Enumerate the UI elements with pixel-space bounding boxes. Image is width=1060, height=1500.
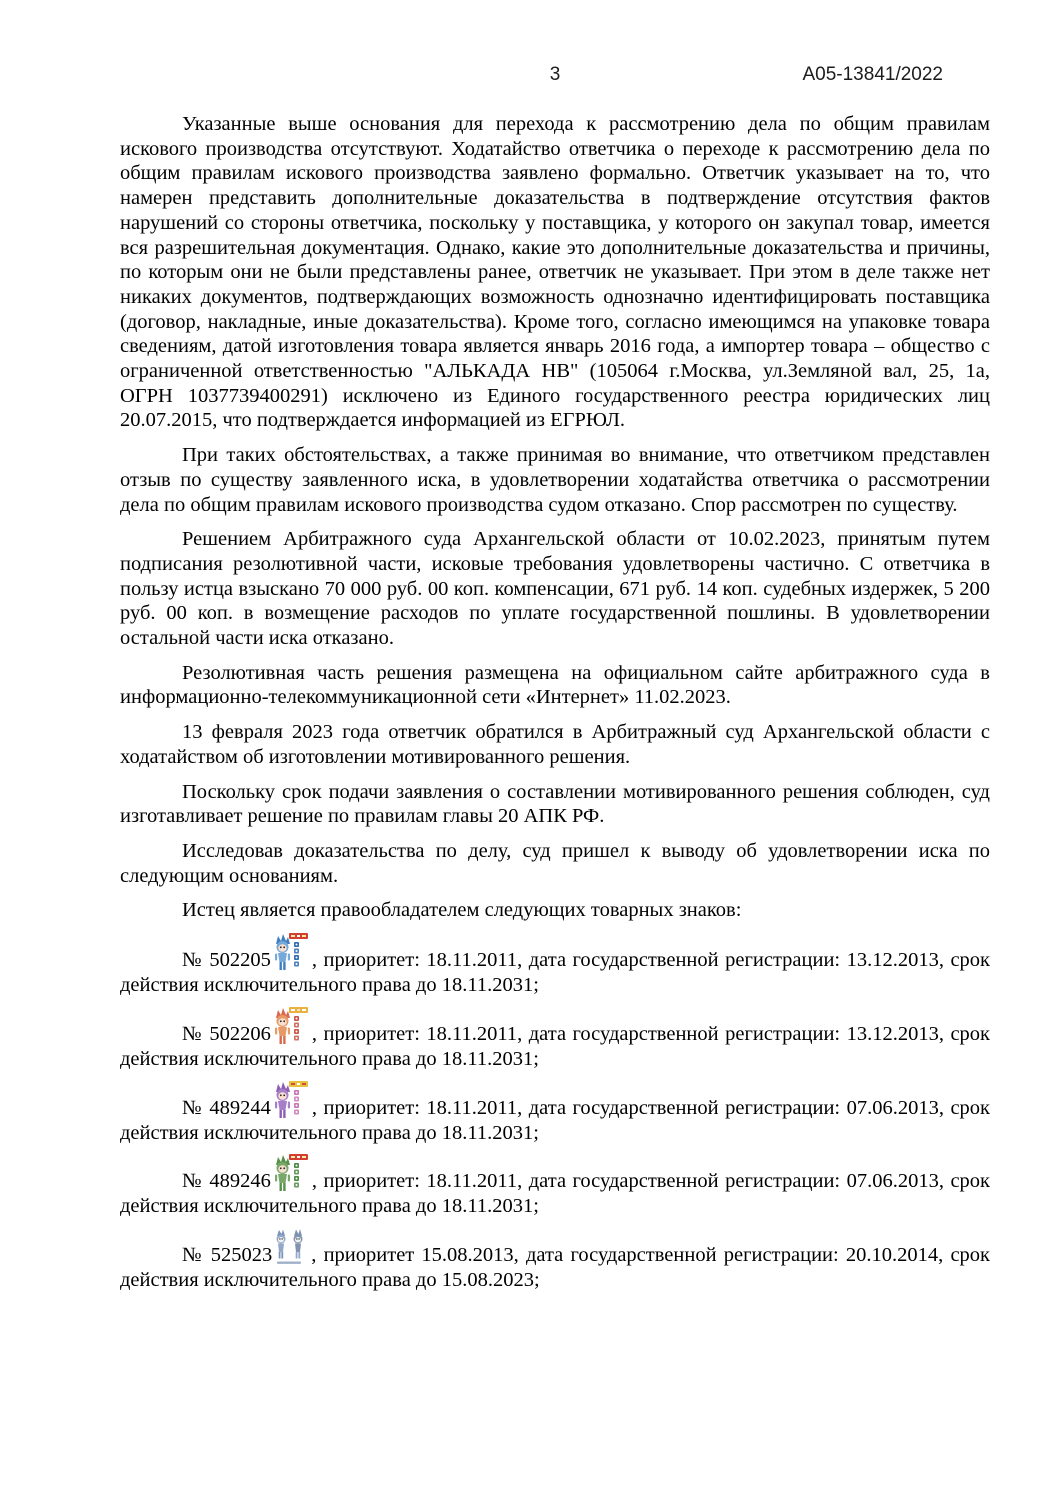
blue-fixik-character-icon — [273, 933, 309, 973]
paragraph: При таких обстоятельствах, а также принимая во внимание, что ответчиком представлен отзыв по существу заявленного иска, в удовлетворении ходатайства ответчика о рассмотрении дела по общим правилам искового производства судом отказано. Спор рассмотрен по существу. — [120, 444, 990, 516]
vertical-word-mark — [294, 942, 299, 967]
paragraph: Резолютивная часть решения размещена на официальном сайте арбитражного суда в информационно-телекоммуникационной сети «Интернет» 11.02.2023. — [120, 661, 990, 709]
trademark-number: № 525023 — [182, 1243, 273, 1266]
vertical-word-mark — [294, 1016, 299, 1041]
trademark-details: , приоритет: 18.11.2011, дата государственной регистрации: 13.12.2013, срок действия исключительного права до 18.11.2031; — [120, 1022, 991, 1070]
vertical-word-mark — [294, 1090, 299, 1115]
trademark-details: , приоритет 15.08.2013, дата государственной регистрации: 20.10.2014, срок действия исключительного права до 15.08.2023; — [120, 1243, 990, 1291]
trademark-entry — [120, 1228, 990, 1293]
trademark-details: , приоритет: 18.11.2011, дата государственной регистрации: 13.12.2013, срок действия исключительного права до 18.11.2031; — [120, 949, 991, 997]
purple-fixik-character-icon — [273, 1081, 309, 1121]
paragraph: Указанные выше основания для перехода к рассмотрению дела по общим правилам искового производства отсутствуют. Ходатайство ответчика о переходе к рассмотрению дела по общим правилам искового производства заявлено формально. Ответчик указывает на то, что намерен представить дополнительные доказательства в подтверждение отсутствия фактов нарушений со стороны ответчика, поскольку у поставщика, у которого он закупал товар, имеется вся разрешительная документация. Однако, какие это дополнительные доказательства и причины, по которым они не были представлены ранее, ответчик не указывает. При этом в деле также нет никаких документов, подтверждающих возможность однозначно идентифицировать поставщика (договор, накладные, иные доказательства). Кроме того, согласно имеющимся на упаковке товара сведениям, датой изготовления товара является январь 2016 года, а импортер товара – общество с ограниченной ответственностью "АЛЬКАДА НВ" (105064 г.Москва, ул.Земляной вал, 25, 1а, ОГРН 1037739400291) исключено из Единого государственного реестра юридических лиц 20.07.2015, что подтверждается информацией из ЕГРЮЛ. — [120, 113, 990, 432]
trademark-entry — [120, 1154, 990, 1219]
case-number: А05-13841/2022 — [802, 64, 943, 85]
vertical-word-mark — [294, 1163, 299, 1188]
page-header — [120, 64, 990, 90]
trademark-details: , приоритет: 18.11.2011, дата государственной регистрации: 07.06.2013, срок действия исключительного права до 18.11.2031; — [120, 1170, 991, 1218]
paragraph: 13 февраля 2023 года ответчик обратился в Арбитражный суд Архангельской области с ходатайством об изготовлении мотивированного решения. — [120, 721, 990, 768]
trademark-details: , приоритет: 18.11.2011, дата государственной регистрации: 07.06.2013, срок действия исключительного права до 18.11.2031; — [120, 1096, 991, 1144]
trademark-entry — [120, 1007, 990, 1072]
trademark-number: № 502206 — [182, 1022, 271, 1045]
page-number: 3 — [549, 64, 561, 85]
paragraph: Поскольку срок подачи заявления о составлении мотивированного решения соблюден, суд изготавливает решение по правилам главы 20 АПК РФ. — [120, 780, 990, 828]
trademark-number: № 489246 — [182, 1170, 271, 1193]
right-figure — [294, 1229, 303, 1259]
paragraph-trademark-lead: Истец является правообладателем следующих товарных знаков: — [182, 899, 742, 922]
document-body — [120, 112, 990, 1302]
trademark-number: № 489244 — [182, 1096, 271, 1119]
paragraph: Решением Арбитражного суда Архангельской области от 10.02.2023, принятым путем подписания резолютивной части, исковые требования удовлетворены частично. С ответчика в пользу истца взыскано 70 000 руб. 00 коп. компенсации, 671 руб. 14 коп. судебных издержек, 5 200 руб. 00 коп. в возмещение расходов по уплате государственной пошлины. В удовлетворении остальной части иска отказано. — [120, 528, 990, 650]
orange-fixik-character-icon — [273, 1007, 309, 1047]
left-figure — [277, 1229, 286, 1258]
paragraph: Исследовав доказательства по делу, суд пришел к выводу об удовлетворении иска по следующим основаниям. — [120, 839, 990, 887]
trademark-number: № 502205 — [182, 949, 271, 972]
trademark-entry — [120, 1081, 990, 1146]
trademark-entry — [120, 933, 990, 998]
green-fixik-character-icon — [273, 1154, 309, 1194]
fixiki-pair-characters-icon — [274, 1228, 308, 1268]
